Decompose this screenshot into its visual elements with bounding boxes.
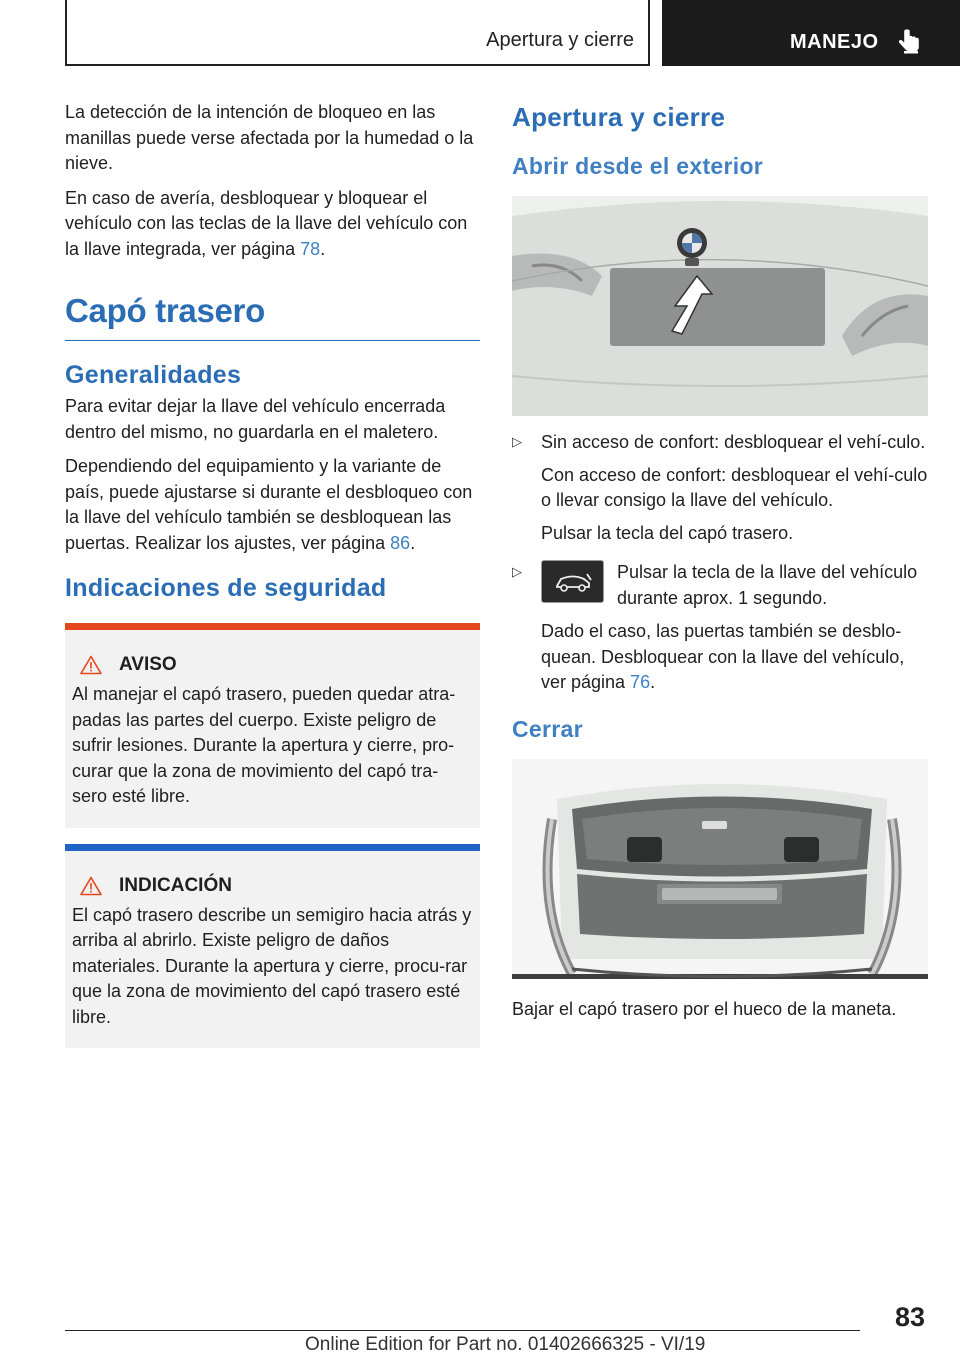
close-heading: Cerrar <box>512 715 583 742</box>
page-link-86[interactable]: 86 <box>390 532 411 553</box>
footer-divider <box>65 1330 860 1331</box>
step2-doors-text: Dado el caso, las puertas también se desblo-quean. Desbloquear con la llave del vehículo, ver página <box>541 621 905 692</box>
trunk-rear-illustration <box>512 196 928 416</box>
warning-triangle-icon <box>80 655 102 675</box>
trunk-open-image <box>512 196 928 416</box>
note-header <box>72 875 473 897</box>
paragraph-settings <box>65 454 480 556</box>
open-heading: Abrir desde el exterior <box>512 153 764 179</box>
header-section-title: Apertura y cierre <box>486 29 634 51</box>
step1-no-comfort: Sin acceso de confort: desbloquear el vehí-culo. <box>541 432 926 452</box>
header-chapter-title: MANEJO <box>790 31 879 53</box>
step1-comfort: Con acceso de confort: desbloquear el vehí-culo o llevar consigo la llave del vehículo. <box>541 464 928 510</box>
page-link-78[interactable]: 78 <box>300 238 321 259</box>
key-button-row <box>541 560 928 611</box>
page-title: Capó trasero <box>65 292 480 341</box>
note-box <box>65 844 480 1049</box>
footer-edition: Online Edition for Part no. 01402666325 - VI/19 <box>305 1334 706 1355</box>
general-heading: Generalidades <box>65 361 242 389</box>
step2-doors-end: . <box>650 672 656 692</box>
warning-triangle-icon <box>80 876 102 896</box>
warning-box <box>65 623 480 828</box>
step2-doors <box>541 619 928 696</box>
paragraph-failure-end: . <box>320 238 326 259</box>
list-item <box>512 430 928 546</box>
step2-press-key: Pulsar la tecla de la llave del vehículo durante aprox. 1 segundo. <box>617 562 918 608</box>
section-title: Apertura y cierre <box>512 102 726 132</box>
image-caption: Bajar el capó trasero por el hueco de la maneta. <box>512 998 897 1019</box>
paragraph-lock-detection: La detección de la intención de bloqueo en las manillas puede verse afectada por la humedad o la nieve. <box>65 102 474 173</box>
open-steps-list <box>512 430 928 696</box>
left-column <box>65 100 480 1064</box>
warning-title: AVISO <box>119 654 177 675</box>
note-title: INDICACIÓN <box>119 874 232 896</box>
paragraph-failure <box>65 186 480 263</box>
header-section-tab <box>65 0 650 66</box>
bullet-triangle-icon: ▷ <box>512 564 522 579</box>
note-text: El capó trasero describe un semigiro hacia atrás y arriba al abrirlo. Existe peligro de daños materiales. Durante la apertura y cierre, procu-rar que la zona de movimiento del capó trasero esté libre. <box>72 904 472 1027</box>
paragraph-settings-text: Dependiendo del equipamiento y la variante de país, puede ajustarse si durante el desbloqueo con la llave del vehículo también se desbloquean las puertas. Realizar los ajustes, ver página <box>65 456 473 553</box>
list-item <box>512 560 928 696</box>
safety-heading: Indicaciones de seguridad <box>65 574 387 602</box>
trunk-close-image <box>512 759 928 979</box>
page-number: 83 <box>895 1302 926 1332</box>
page-link-76[interactable]: 76 <box>630 672 651 692</box>
header-chapter-tab <box>662 0 960 66</box>
bullet-triangle-icon: ▷ <box>512 434 522 449</box>
trunk-lid-illustration <box>512 759 928 979</box>
hand-pointer-icon <box>897 28 921 54</box>
paragraph-failure-text: En caso de avería, desbloquear y bloquear el vehículo con las teclas de la llave del vehículo con la llave integrada, ver página <box>65 187 468 259</box>
step1-press: Pulsar la tecla del capó trasero. <box>541 522 794 543</box>
trunk-key-button-icon <box>541 560 604 603</box>
warning-header <box>72 654 473 676</box>
right-column <box>512 100 928 1022</box>
paragraph-settings-end: . <box>410 532 416 553</box>
paragraph-key-inside: Para evitar dejar la llave del vehículo encerrada dentro del mismo, no guardarla en el maletero. <box>65 396 446 442</box>
warning-text: Al manejar el capó trasero, pueden quedar atra-padas las partes del cuerpo. Existe peligro de sufrir lesiones. Durante la apertura y cierre, pro-curar que la zona de movimiento del capó tra-sero esté libre. <box>72 684 456 806</box>
